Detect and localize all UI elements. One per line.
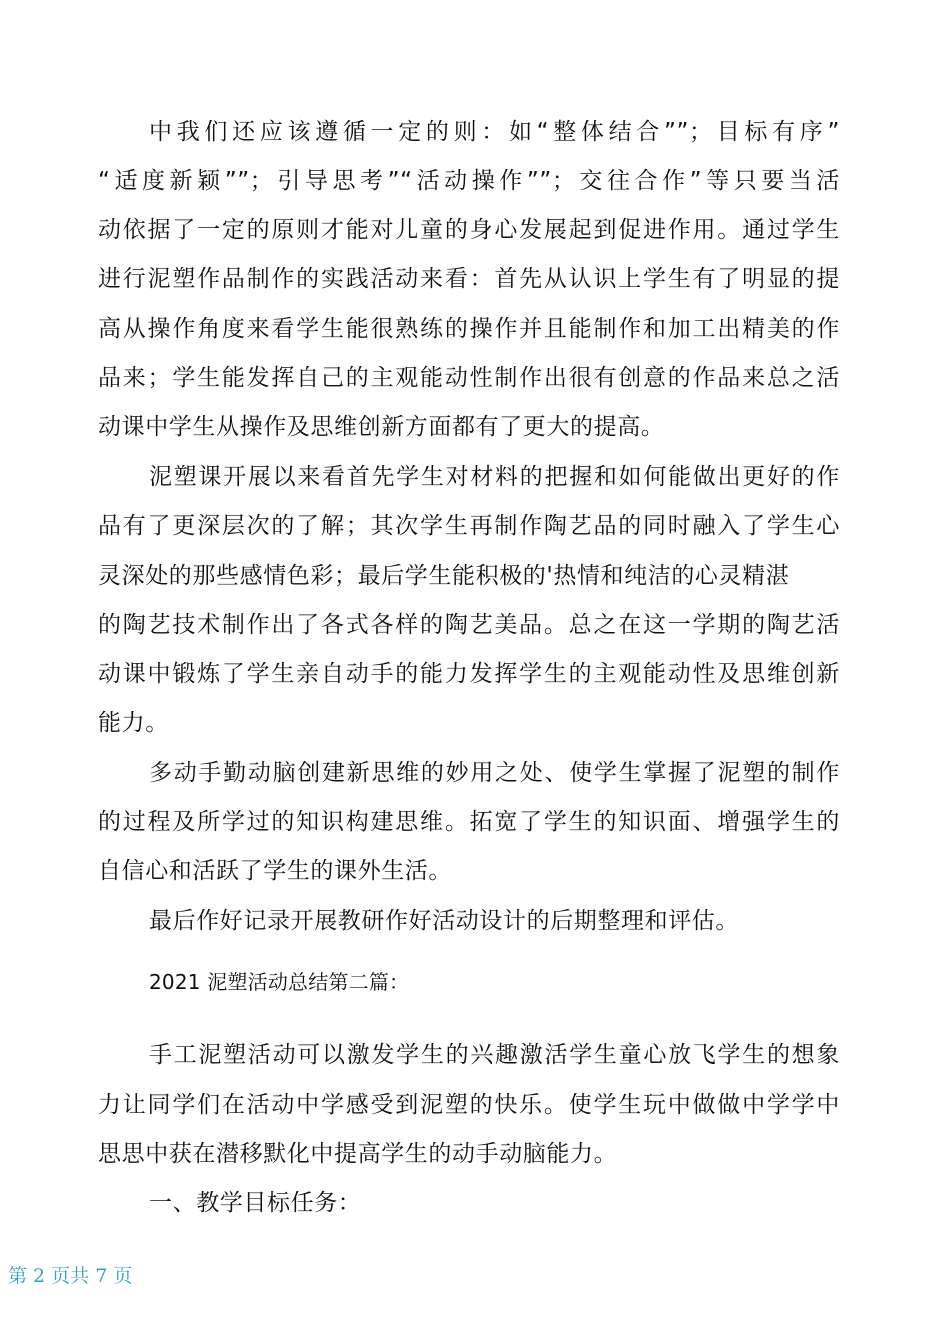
paragraph-line: 力让同学们在活动中学感受到泥塑的快乐。使学生玩中做做中学学中 [98,1092,840,1118]
page-indicator: 第 2 页共 7 页 [8,1265,133,1287]
paragraph-line: 的过程及所学过的知识构建思维。拓宽了学生的知识面、增强学生的 [98,809,840,835]
paragraph-line: 进行泥塑作品制作的实践活动来看：首先从认识上学生有了明显的提 [98,266,840,292]
section-heading: 一、教学目标任务： [149,1190,362,1216]
paragraph-line: 动课中学生从操作及思维创新方面都有了更大的提高。 [98,414,665,440]
paragraph-line: 能力。 [98,710,169,736]
section-title: 2021 泥塑活动总结第二篇： [149,970,410,994]
paragraph-line: 品有了更深层次的了解；其次学生再制作陶艺品的同时融入了学生心 [98,513,840,539]
paragraph-line: 泥塑课开展以来看首先学生对材料的把握和如何能做出更好的作 [149,464,840,490]
paragraph-line: 最后作好记录开展教研作好活动设计的后期整理和评估。 [149,908,739,934]
paragraph-line: 的陶艺技术制作出了各式各样的陶艺美品。总之在这一学期的陶艺活 [98,612,840,638]
paragraph-line: 灵深处的那些感情色彩；最后学生能积极的'热情和纯洁的心灵精湛 [98,563,790,589]
paragraph-line: 动依据了一定的原则才能对儿童的身心发展起到促进作用。通过学生 [98,217,840,243]
paragraph-line: 自信心和活跃了学生的课外生活。 [98,858,452,884]
paragraph-line: 高从操作角度来看学生能很熟练的操作并且能制作和加工出精美的作 [98,316,840,342]
paragraph-line: 品来；学生能发挥自己的主观能动性制作出很有创意的作品来总之活 [98,365,840,391]
paragraph-line: 手工泥塑活动可以激发学生的兴趣激活学生童心放飞学生的想象 [149,1042,840,1068]
paragraph-line: 多动手勤动脑创建新思维的妙用之处、使学生掌握了泥塑的制作 [149,760,840,786]
paragraph-line: “适度新颖””；引导思考”“活动操作””；交往合作”等只要当活 [98,168,840,194]
paragraph-line: 中我们还应该遵循一定的则：如“整体结合””；目标有序” [149,119,840,145]
paragraph-line: 思思中获在潜移默化中提高学生的动手动脑能力。 [98,1141,618,1167]
paragraph-line: 动课中锻炼了学生亲自动手的能力发挥学生的主观能动性及思维创新 [98,661,840,687]
